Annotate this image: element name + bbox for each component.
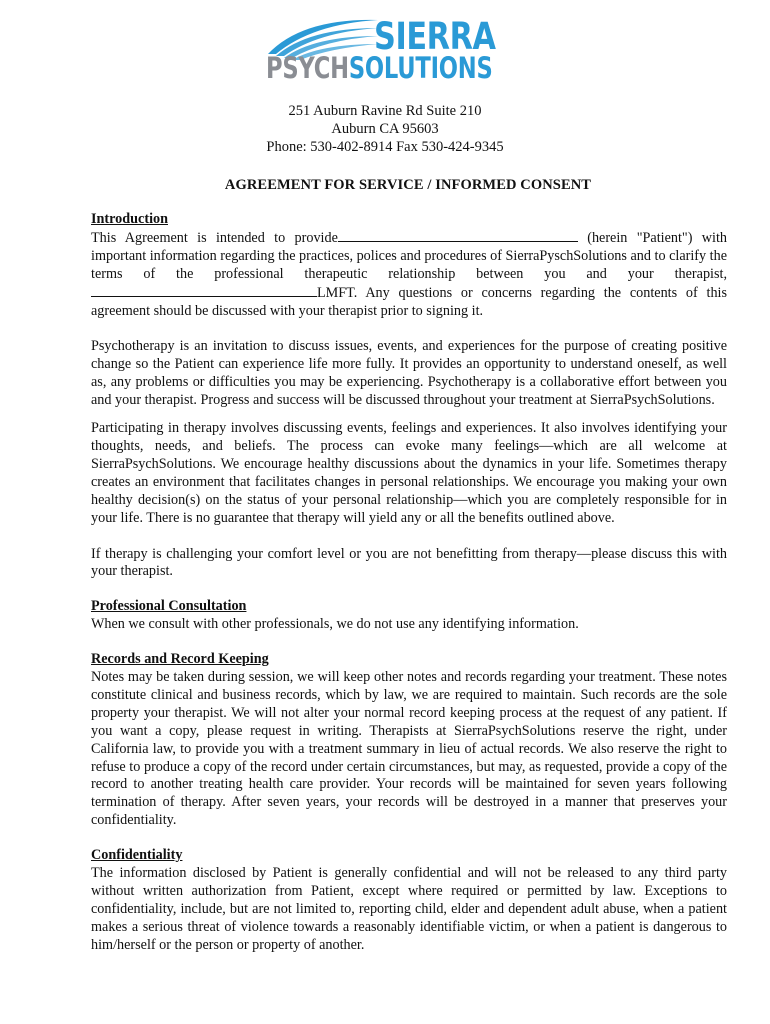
logo-word-sierra: SIERRA	[374, 15, 496, 58]
address-street: 251 Auburn Ravine Rd Suite 210	[288, 103, 482, 119]
address-phones: Phone: 530-402-8914 Fax 530-424-9345	[266, 139, 504, 155]
professional-consultation-heading: Professional Consultation	[91, 598, 247, 615]
introduction-paragraph-4: If therapy is challenging your comfort level or you are not benefitting from therapy—please discuss this with your therapist.	[91, 545, 727, 580]
confidentiality-body: The information disclosed by Patient is generally confidential and will not be released to any third party without written authorization from Patient, except where required or permitted by law. Exceptions to confidentiality, include, but are not limited to, reporting child, elder and dependent adult abuse, when a patient makes a serious threat of violence towards a reasonably identifiable victim, or when a patient is dangerous to him/herself or the person or property of another.	[91, 865, 727, 953]
logo-word-psychsolutions	[266, 51, 493, 85]
intro-text-part-2: (herein "Patient") with important information regarding the practices, polices and procedures of SierraPyschSolutions and to clarify the terms of the professional therapeutic relationship between you and your therapist,	[91, 229, 728, 282]
address-block	[220, 102, 550, 156]
introduction-paragraph-2: Psychotherapy is an invitation to discuss issues, events, and experiences for the purpose of creating positive change so the Patient can experience life more fully. It provides an opportunity to understand oneself, as well as, any problems or difficulties you may be experiencing. Psychotherapy is a collaborative effort between you and your therapist. Progress and success will be discussed throughout your treatment at SierraPsychSolutions.	[91, 338, 727, 409]
document-body	[91, 211, 727, 955]
records-body: Notes may be taken during session, we will keep other notes and records regarding your treatment. These notes constitute clinical and business records, which by law, we are required to maintain. Such records are the sole property your therapist. We will not alter your normal record keeping process at the request of any patient. If you want a copy, please request in writing. Therapists at SierraPsychSolutions reserve the right, under California law, to provide you with a treatment summary in lieu of actual records. We also reserve the right to refuse to produce a copy of the record under certain circumstances, but may, as requested, provide a copy of the record to another treating health care provider. Your records will be maintained for seven years following termination of therapy. After seven years, your records will be destroyed in a manner that preserves your confidentiality.	[91, 669, 727, 829]
logo-word-solutions: SOLUTIONS	[348, 51, 493, 85]
sierra-psych-solutions-logo	[262, 12, 496, 85]
introduction-paragraph-1	[91, 229, 727, 321]
document-title: AGREEMENT FOR SERVICE / INFORMED CONSENT	[224, 177, 592, 193]
confidentiality-heading: Confidentiality	[91, 847, 183, 864]
intro-text-part-1: This Agreement is intended to provide	[91, 229, 338, 246]
therapist-name-blank[interactable]	[91, 284, 317, 297]
records-heading: Records and Record Keeping	[91, 651, 269, 668]
introduction-paragraph-3: Participating in therapy involves discussing events, feelings and experiences. It also involves identifying your thoughts, needs, and beliefs. The process can evoke many feelings—which are all welcome at SierraPsychSolutions. We encourage healthy discussions about the dynamics in your life. Sometimes therapy creates an environment that facilitates changes in personal relationships. We encourage you making your own healthy decision(s) on the status of your personal relationship—which you are completely responsible for in your life. There is no guarantee that therapy will yield any or all the benefits outlined above.	[91, 420, 727, 526]
logo-word-psych: PSYCH	[266, 51, 349, 85]
patient-name-blank[interactable]	[338, 229, 578, 242]
address-city: Auburn CA 95603	[331, 121, 439, 137]
intro-text-part-3: LMFT. Any questions or concerns regarding the contents of this agreement should be discussed with your therapist prior to signing it.	[91, 284, 727, 319]
introduction-heading: Introduction	[91, 211, 168, 227]
professional-consultation-body: When we consult with other professionals, we do not use any identifying information.	[91, 616, 579, 633]
